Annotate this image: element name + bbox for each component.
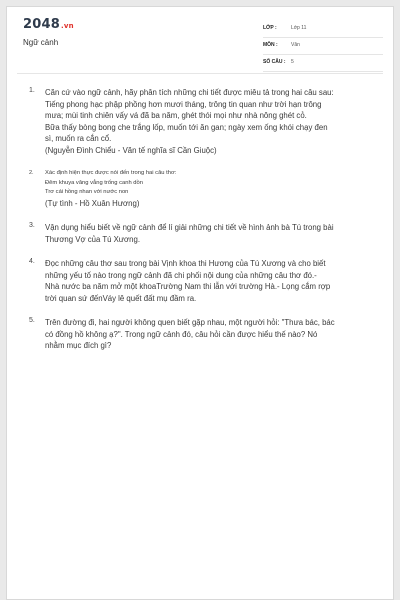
question-text-line: Thương Vợ của Tú Xương. bbox=[45, 234, 140, 244]
question-text-line: có đồng hồ không ạ?". Trong ngữ cảnh đó, câu hỏi cần được hiểu thế nào? Nó bbox=[45, 329, 318, 339]
question-text-line: Trên đường đi, hai người không quen biết gặp nhau, một người hỏi: "Thưa bác, bác bbox=[45, 318, 335, 327]
question-item bbox=[29, 258, 375, 304]
meta-value: Văn bbox=[291, 42, 300, 48]
meta-table bbox=[263, 21, 383, 72]
question-text-line: Tiếng phong hạc phập phồng hơn mươi tháng, trông tin quan như trời hạn trông bbox=[45, 99, 322, 109]
question-text-line: sì, muốn ra cắn cổ. bbox=[45, 134, 112, 143]
header-divider bbox=[17, 73, 383, 74]
logo-text: 2048 bbox=[23, 17, 60, 32]
meta-label: SỐ CÂU : bbox=[263, 59, 286, 65]
poem-line: Trơ cái hồng nhan với nước non bbox=[45, 189, 129, 195]
question-item bbox=[29, 222, 375, 245]
logo-domain: .vn bbox=[60, 22, 74, 30]
question-number: 5. bbox=[29, 317, 35, 324]
question-item bbox=[29, 169, 375, 209]
question-text-line: mưa; mùi tinh chiên vấy vá đã ba năm, ghét thói mọi như nhà nông ghét cỏ. bbox=[45, 111, 307, 120]
worksheet-page bbox=[6, 6, 394, 600]
question-text-line: Bữa thấy bòng bong che trắng lốp, muốn tới ăn gan; ngày xem ống khói chạy đen bbox=[45, 122, 328, 132]
question-text-line: Nhà nước ba năm mở một khoaTrường Nam thi lẫn với trường Hà.- Lọng cắm rợp bbox=[45, 282, 331, 291]
meta-row-class bbox=[263, 21, 383, 38]
question-text-line: nhằm mục đích gì? bbox=[45, 341, 112, 350]
meta-row-question-count bbox=[263, 55, 383, 72]
question-number: 1. bbox=[29, 87, 35, 94]
meta-label: MÔN : bbox=[263, 42, 278, 48]
poem-attribution: (Tự tình - Hồ Xuân Hương) bbox=[45, 198, 140, 208]
site-logo[interactable] bbox=[23, 17, 74, 32]
question-text-line: Xác định hiện thực được nói đến trong hai câu thơ: bbox=[45, 170, 177, 176]
meta-row-subject bbox=[263, 38, 383, 55]
question-number: 4. bbox=[29, 258, 35, 265]
question-number: 3. bbox=[29, 222, 35, 229]
meta-value: Lớp 11 bbox=[291, 25, 307, 31]
question-item bbox=[29, 317, 375, 352]
question-item bbox=[29, 87, 375, 156]
question-list bbox=[29, 87, 375, 365]
question-number: 2. bbox=[29, 170, 34, 176]
meta-label: LỚP : bbox=[263, 25, 277, 31]
worksheet-header bbox=[7, 7, 393, 63]
page-title: Ngữ cảnh bbox=[23, 38, 59, 47]
question-text-line: Căn cứ vào ngữ cảnh, hãy phân tích những chi tiết được miêu tả trong hai câu sau: bbox=[45, 88, 334, 97]
poem-line: Đêm khuya văng vẳng trống canh dồn bbox=[45, 179, 143, 186]
question-text-line: trời quan sứ đếnVáy lê quết đất mụ đầm ra. bbox=[45, 293, 197, 303]
question-text-line: những yếu tố nào trong ngữ cảnh đã chi phối nội dung của những câu thơ đó.- bbox=[45, 270, 317, 280]
question-text-line: Đọc những câu thơ sau trong bài Vịnh khoa thi Hương của Tú Xương và cho biết bbox=[45, 259, 326, 268]
question-text-line: (Nguyễn Đình Chiểu - Văn tế nghĩa sĩ Cần Giuộc) bbox=[45, 145, 217, 155]
meta-value: 5 bbox=[291, 59, 294, 65]
question-text-line: Vận dụng hiểu biết về ngữ cảnh để lí giải những chi tiết về hình ảnh bà Tú trong bài bbox=[45, 223, 334, 232]
